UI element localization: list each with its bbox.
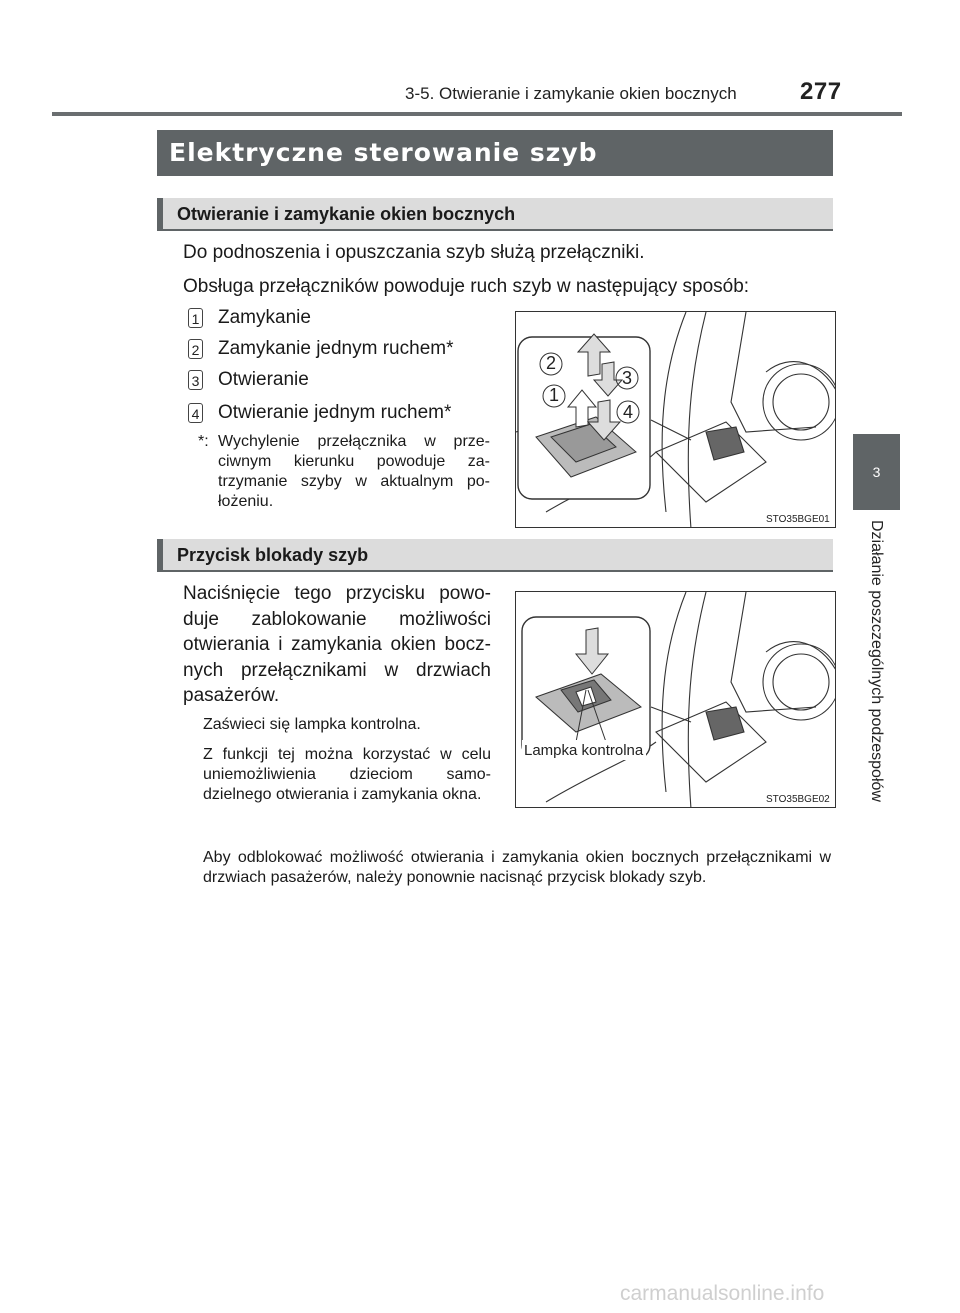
item-number: 1 bbox=[188, 308, 203, 328]
callout-4: 4 bbox=[623, 402, 634, 422]
header-rule bbox=[52, 112, 902, 116]
figure-lock-switch bbox=[515, 591, 836, 808]
page-title-text: Elektryczne sterowanie szyb bbox=[169, 138, 598, 167]
lock-note-2: Z funkcji tej można korzystać w celu uniemożliwienia dzieciom samodzielnego otwierania i zamykania okna. bbox=[203, 746, 491, 803]
lock-description: Naciśnięcie tego przycisku powoduje zablokowanie możliwości otwierania i zamykania okien bocznych przełącznikami w drzwiach pasażerów. bbox=[183, 583, 491, 706]
chapter-label-text: Działanie poszczególnych podzespołów bbox=[868, 520, 885, 802]
running-header: 3-5. Otwieranie i zamykanie okien bocznych bbox=[405, 84, 737, 103]
item-number: 3 bbox=[188, 370, 203, 390]
figure-window-switches bbox=[515, 311, 836, 528]
page-number: 277 bbox=[800, 78, 842, 105]
figure-label: Lampka kontrolna bbox=[524, 742, 644, 759]
footnote-mark: *: bbox=[198, 433, 209, 450]
section-title-text: Otwieranie i zamykanie okien bocznych bbox=[177, 204, 516, 224]
chapter-tab: 3 bbox=[853, 434, 900, 510]
lock-note-1: Zaświeci się lampka kontrolna. bbox=[203, 716, 421, 733]
footnote-text: Wychylenie przełącznika w przeciwnym kierunku powoduje zatrzymanie szyby w aktualnym położeniu. bbox=[218, 433, 490, 510]
callout-3: 3 bbox=[622, 368, 633, 388]
unlock-note: Aby odblokować możliwość otwierania i zamykania okien bocznych przełącznikami w drzwiach pasażerów, należy ponownie nacisnąć przycisk blokady szyb. bbox=[203, 849, 831, 886]
item-number: 2 bbox=[188, 339, 203, 359]
figure-code: STO35BGE01 bbox=[766, 514, 830, 525]
intro-line-1: Do podnoszenia i opuszczania szyb służą przełączniki. bbox=[183, 242, 645, 263]
callout-2: 2 bbox=[546, 353, 557, 373]
item-label: Otwieranie jednym ruchem* bbox=[218, 402, 452, 423]
watermark: carmanualsonline.info bbox=[620, 1282, 825, 1305]
intro-line-2: Obsługa przełączników powoduje ruch szyb w następujący sposób: bbox=[183, 276, 750, 297]
figure-code: STO35BGE02 bbox=[766, 794, 830, 805]
lock-switch-illustration bbox=[516, 592, 836, 808]
page-title bbox=[157, 130, 833, 176]
chapter-label bbox=[865, 520, 887, 850]
item-label: Zamykanie bbox=[218, 307, 311, 328]
item-number: 4 bbox=[188, 403, 203, 423]
section-title-windows bbox=[157, 198, 833, 231]
callout-1: 1 bbox=[549, 385, 560, 405]
item-label: Zamykanie jednym ruchem* bbox=[218, 338, 454, 359]
section-title-text: Przycisk blokady szyb bbox=[177, 545, 369, 565]
window-switch-illustration bbox=[516, 312, 836, 528]
section-title-lock bbox=[157, 539, 833, 572]
item-label: Otwieranie bbox=[218, 369, 309, 390]
